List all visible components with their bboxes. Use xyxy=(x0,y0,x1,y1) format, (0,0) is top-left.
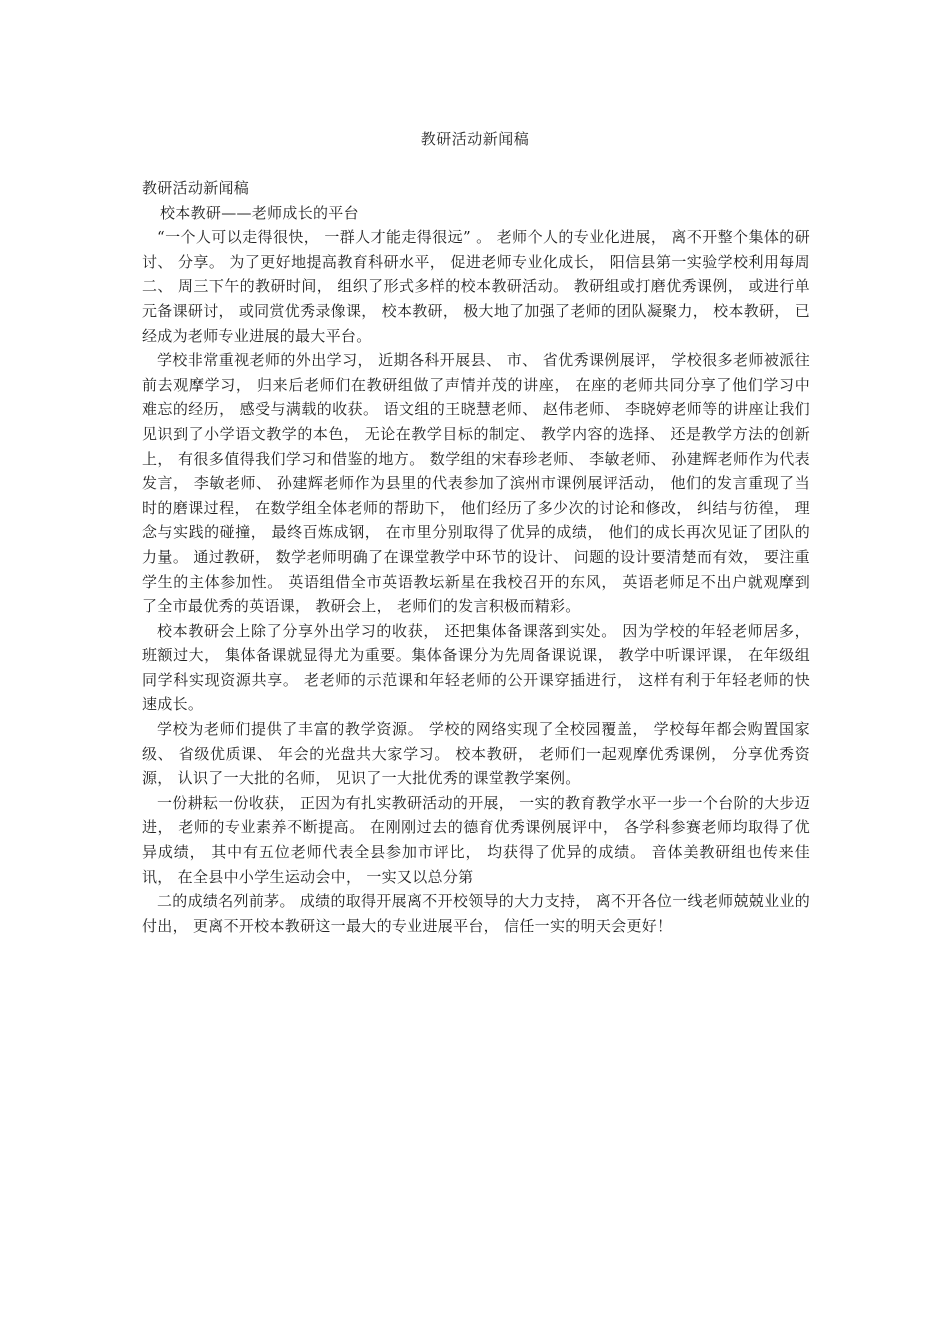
document-body xyxy=(142,176,810,938)
paragraph-2: 学校非常重视老师的外出学习， 近期各科开展县、 市、 省优秀课例展评， 学校很多老师被派往前去观摩学习， 归来后老师们在教研组做了声情并茂的讲座， 在座的老师共同分享了他们学习中难忘的经历， 感受与满载的收获。 语文组的王晓慧老师、 赵伟老师、 李晓婷老师等的讲座让我们见识到了小学语文教学的本色， 无论在教学目标的制定、 教学内容的选择、 还是教学方法的创新上， 有很多值得我们学习和借鉴的地方。 数学组的宋春珍老师、 李敏老师、 孙建辉老师作为代表发言， 李敏老师、 孙建辉老师作为县里的代表参加了滨州市课例展评活动， 他们的发言重现了当时的磨课过程， 在数学组全体老师的帮助下， 他们经历了多少次的讨论和修改， 纠结与彷徨， 理念与实践的碰撞， 最终百炼成钢， 在市里分别取得了优异的成绩， 他们的成长再次见证了团队的力量。 通过教研， 数学老师明确了在课堂教学中环节的设计、 问题的设计要清楚而有效， 要注重学生的主体参加性。 英语组借全市英语教坛新星在我校召开的东风， 英语老师足不出户就观摩到了全市最优秀的英语课， 教研会上， 老师们的发言积极而精彩。 xyxy=(142,351,810,616)
paragraph-4: 学校为老师们提供了丰富的教学资源。 学校的网络实现了全校园覆盖， 学校每年都会购置国家级、 省级优质课、 年会的光盘共大家学习。 校本教研， 老师们一起观摩优秀课例， 分享优秀资源， 认识了一大批的名师， 见识了一大批优秀的课堂教学案例。 xyxy=(142,720,810,788)
document-subheading: 校本教研——老师成长的平台 xyxy=(160,203,359,222)
paragraph-5: 一份耕耘一份收获， 正因为有扎实教研活动的开展， 一实的教育教学水平一步一个台阶的大步迈进， 老师的专业素养不断提高。 在刚刚过去的德育优秀课例展评中， 各学科参赛老师均取得了优异成绩， 其中有五位老师代表全县参加市评比， 均获得了优异的成绩。 音体美教研组也传来佳讯， 在全县中小学生运动会中， 一实又以总分第 xyxy=(142,793,810,886)
paragraph-6: 二的成绩名列前茅。 成绩的取得开展离不开校领导的大力支持， 离不开各位一线老师兢兢业业的付出， 更离不开校本教研这一最大的专业进展平台， 信任一实的明天会更好！ xyxy=(142,892,810,935)
paragraph-1: “一个人可以走得很快， 一群人才能走得很远” 。 老师个人的专业化进展， 离不开整个集体的研讨、 分享。 为了更好地提高教育科研水平， 促进老师专业化成长， 阳信县第一实验学校利用每周二、 周三下午的教研时间， 组织了形式多样的校本教研活动。 教研组或打磨优秀课例， 或进行单元备课研讨， 或同赏优秀录像课， 校本教研， 极大地了加强了老师的团队凝聚力， 校本教研， 已经成为老师专业进展的最大平台。 xyxy=(142,228,810,345)
paragraph-3: 校本教研会上除了分享外出学习的收获， 还把集体备课落到实处。 因为学校的年轻老师居多， 班额过大， 集体备课就显得尤为重要。集体备课分为先周备课说课， 教学中听课评课， 在年级组同学科实现资源共享。 老老师的示范课和年轻老师的公开课穿插进行， 这样有利于年轻老师的快速成长。 xyxy=(142,621,810,714)
document-heading: 教研活动新闻稿 xyxy=(142,179,250,197)
document-title: 教研活动新闻稿 xyxy=(420,130,530,148)
